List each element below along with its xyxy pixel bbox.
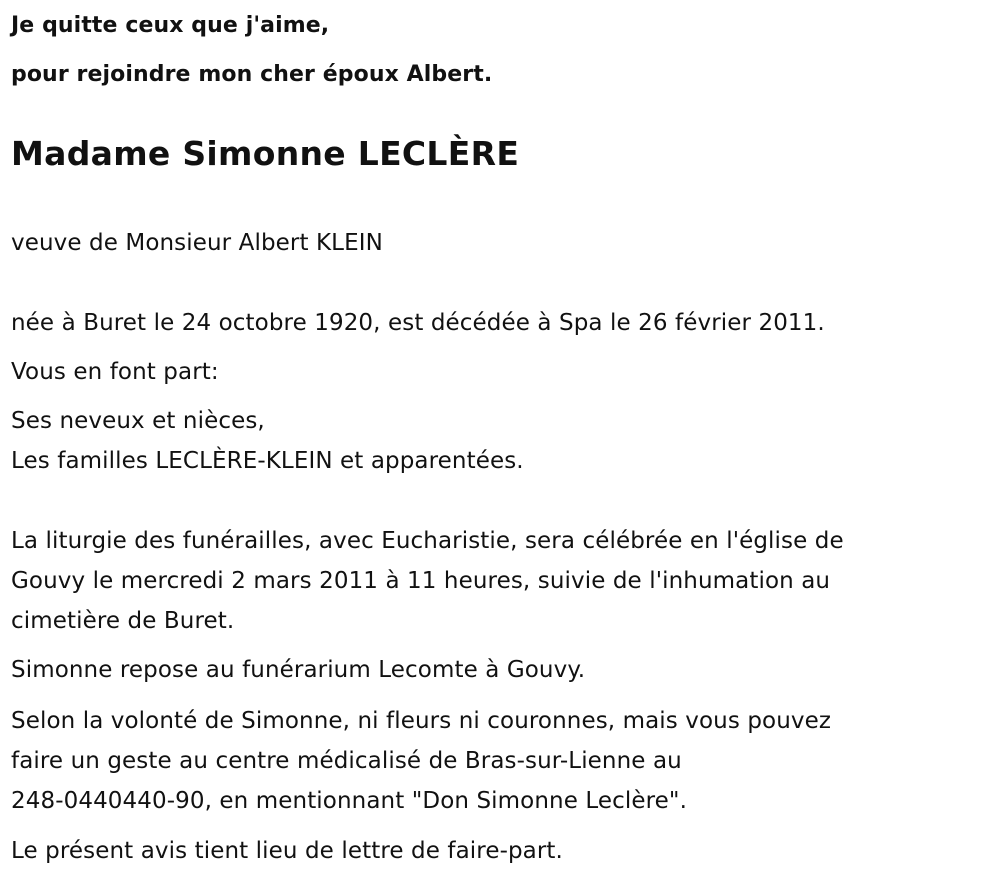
- funeral-line-1: La liturgie des funérailles, avec Eucharistie, sera célébrée en l'église de: [11, 528, 844, 554]
- quote-line-2: pour rejoindre mon cher époux Albert.: [11, 62, 493, 87]
- wishes-line-3: 248-0440440-90, en mentionnant "Don Simonne Leclère".: [11, 788, 687, 814]
- deceased-name: Madame Simonne LECLÈRE: [11, 134, 520, 173]
- announcers-line-2: Les familles LECLÈRE-KLEIN et apparentées.: [11, 448, 524, 474]
- rest-place-text: Simonne repose au funérarium Lecomte à Gouvy.: [11, 657, 586, 683]
- quote-line-1: Je quitte ceux que j'aime,: [11, 13, 330, 38]
- funeral-line-2: Gouvy le mercredi 2 mars 2011 à 11 heures, suivie de l'inhumation au: [11, 568, 831, 594]
- birth-death-text: née à Buret le 24 octobre 1920, est décédée à Spa le 26 février 2011.: [11, 310, 825, 336]
- wishes-line-1: Selon la volonté de Simonne, ni fleurs ni couronnes, mais vous pouvez: [11, 708, 832, 734]
- announcers-line-1: Ses neveux et nièces,: [11, 408, 265, 434]
- wishes-line-2: faire un geste au centre médicalisé de Bras-sur-Lienne au: [11, 748, 682, 774]
- funeral-line-3: cimetière de Buret.: [11, 608, 235, 634]
- announcers-list: [11, 401, 986, 481]
- widow-of-text: veuve de Monsieur Albert KLEIN: [11, 230, 383, 256]
- wishes-paragraph: [11, 701, 986, 821]
- closing-text: Le présent avis tient lieu de lettre de faire-part.: [11, 838, 563, 864]
- funeral-paragraph: [11, 521, 986, 641]
- announcers-intro: Vous en font part:: [11, 359, 219, 385]
